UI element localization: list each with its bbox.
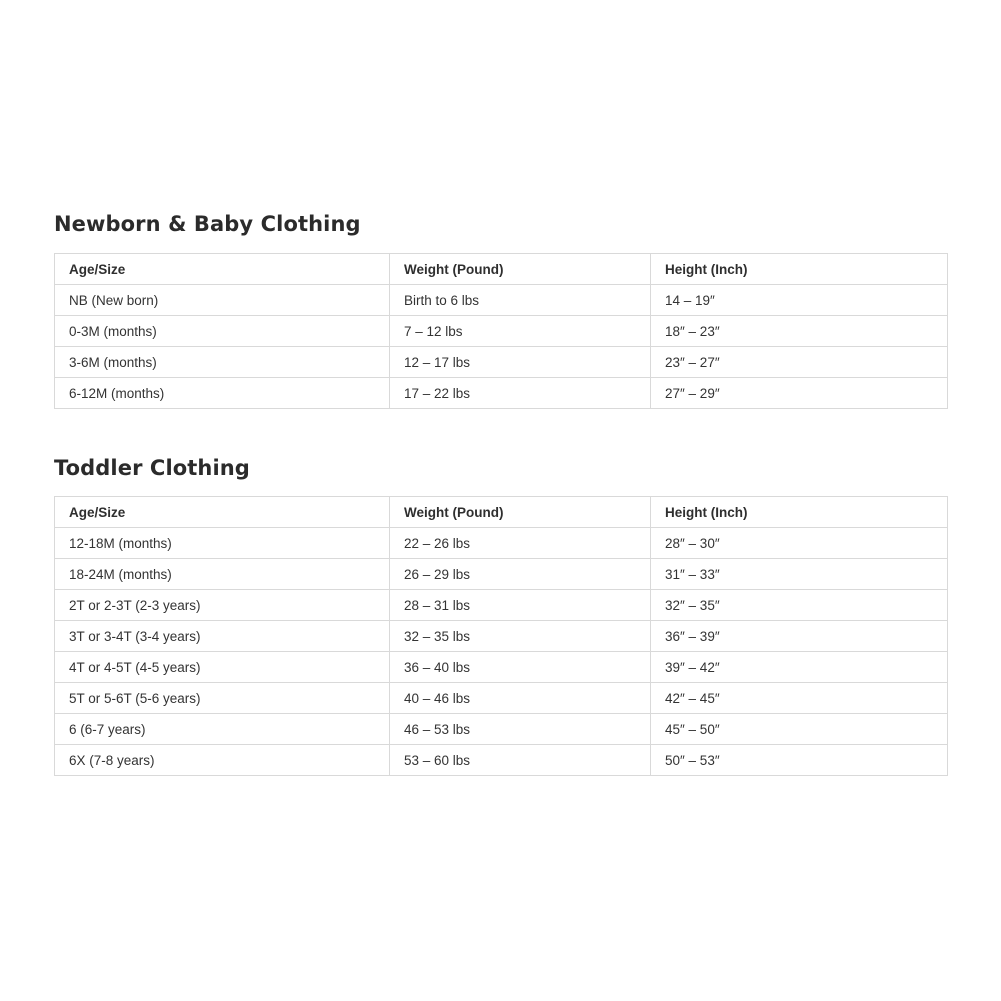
table-row (55, 528, 948, 559)
cell-weight: 26 – 29 lbs (390, 559, 651, 590)
cell-age-size: 12-18M (months) (55, 528, 390, 559)
cell-height: 14 – 19″ (651, 285, 948, 316)
cell-weight: 32 – 35 lbs (390, 621, 651, 652)
table-row (55, 378, 948, 409)
cell-age-size: 6X (7-8 years) (55, 745, 390, 776)
cell-height: 45″ – 50″ (651, 714, 948, 745)
cell-height: 27″ – 29″ (651, 378, 948, 409)
cell-weight: Birth to 6 lbs (390, 285, 651, 316)
cell-height: 28″ – 30″ (651, 528, 948, 559)
newborn-section-title: Newborn & Baby Clothing (54, 212, 361, 236)
cell-weight: 46 – 53 lbs (390, 714, 651, 745)
table-row (55, 347, 948, 378)
cell-age-size: 3-6M (months) (55, 347, 390, 378)
cell-weight: 12 – 17 lbs (390, 347, 651, 378)
cell-height: 31″ – 33″ (651, 559, 948, 590)
cell-age-size: 18-24M (months) (55, 559, 390, 590)
cell-weight: 28 – 31 lbs (390, 590, 651, 621)
cell-age-size: 3T or 3-4T (3-4 years) (55, 621, 390, 652)
table-row (55, 745, 948, 776)
column-header-age-size: Age/Size (55, 497, 390, 528)
table-row (55, 590, 948, 621)
table-header-row (55, 497, 948, 528)
cell-age-size: 5T or 5-6T (5-6 years) (55, 683, 390, 714)
newborn-size-table (54, 253, 948, 409)
cell-height: 39″ – 42″ (651, 652, 948, 683)
column-header-age-size: Age/Size (55, 254, 390, 285)
column-header-weight: Weight (Pound) (390, 497, 651, 528)
column-header-height: Height (Inch) (651, 254, 948, 285)
cell-weight: 53 – 60 lbs (390, 745, 651, 776)
cell-height: 36″ – 39″ (651, 621, 948, 652)
cell-weight: 40 – 46 lbs (390, 683, 651, 714)
cell-weight: 17 – 22 lbs (390, 378, 651, 409)
table-row (55, 316, 948, 347)
cell-weight: 36 – 40 lbs (390, 652, 651, 683)
table-row (55, 652, 948, 683)
table-row (55, 621, 948, 652)
table-row (55, 285, 948, 316)
table-row (55, 683, 948, 714)
newborn-section (54, 211, 947, 409)
column-header-height: Height (Inch) (651, 497, 948, 528)
cell-age-size: 4T or 4-5T (4-5 years) (55, 652, 390, 683)
cell-age-size: 6-12M (months) (55, 378, 390, 409)
cell-height: 50″ – 53″ (651, 745, 948, 776)
cell-age-size: 0-3M (months) (55, 316, 390, 347)
table-row (55, 714, 948, 745)
cell-age-size: NB (New born) (55, 285, 390, 316)
cell-weight: 7 – 12 lbs (390, 316, 651, 347)
cell-height: 42″ – 45″ (651, 683, 948, 714)
table-row (55, 559, 948, 590)
cell-age-size: 6 (6-7 years) (55, 714, 390, 745)
toddler-section (54, 455, 947, 776)
cell-height: 23″ – 27″ (651, 347, 948, 378)
cell-height: 18″ – 23″ (651, 316, 948, 347)
cell-age-size: 2T or 2-3T (2-3 years) (55, 590, 390, 621)
toddler-section-title: Toddler Clothing (54, 456, 250, 480)
column-header-weight: Weight (Pound) (390, 254, 651, 285)
cell-weight: 22 – 26 lbs (390, 528, 651, 559)
toddler-size-table (54, 496, 948, 776)
cell-height: 32″ – 35″ (651, 590, 948, 621)
table-header-row (55, 254, 948, 285)
